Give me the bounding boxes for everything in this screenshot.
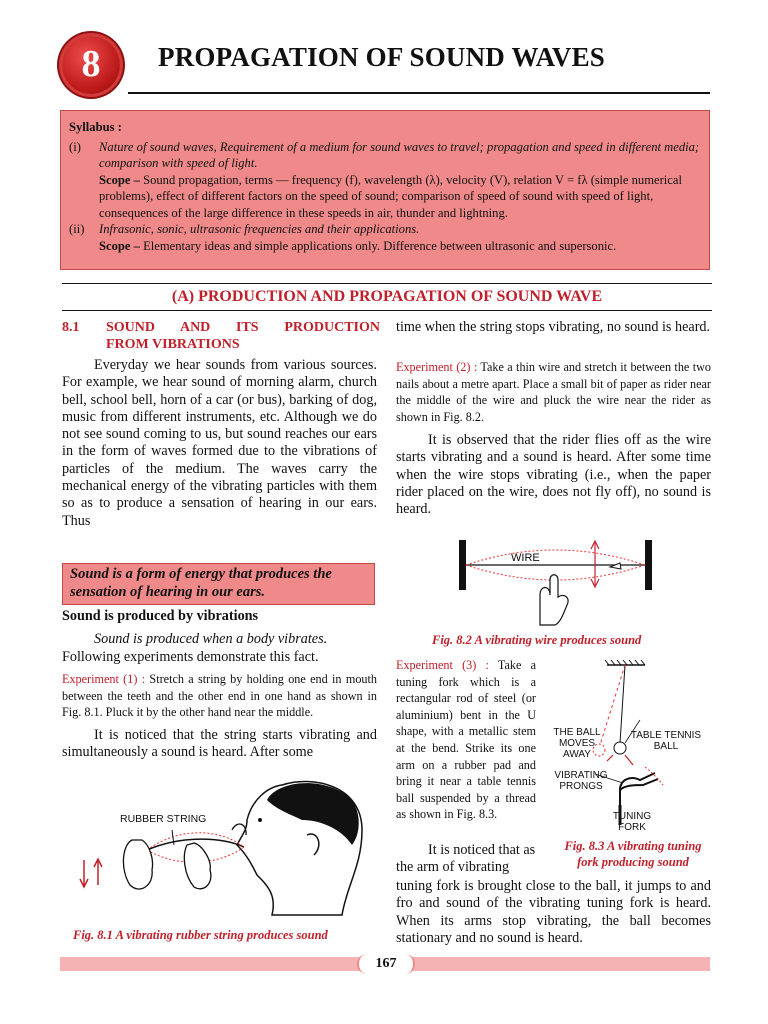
- experiment-2: [396, 359, 711, 425]
- intro-paragraph: Everyday we hear sounds from various sources. For example, we hear sound of morning alarm, church bell, school bell, horn of a car (or bus), barking of dog, music from different instruments, etc. Although we do not see sound coming to us, but sound reaches our ears in the form of waves formed due to the vibrations of particles of the medium. The waves carry the mechanical energy of the vibrating particles with them so as to produce a sensation of hearing in our ears. Thus: [62, 357, 377, 529]
- fig-8-3-caption: Fig. 8.3 A vibrating tuning fork producing sound: [564, 839, 702, 869]
- section-heading: (A) PRODUCTION AND PROPAGATION OF SOUND WAVE: [62, 283, 712, 311]
- fig-8-1-illustration: [62, 775, 372, 925]
- fig-8-1-caption: Fig. 8.1 A vibrating rubber string produces sound: [73, 928, 328, 942]
- scope1-text: Sound propagation, terms — frequency (f), wavelength (λ), velocity (V), relation V = fλ (simple numerical problems), effect of different factors on the speed of sound; comparison of speed of sound with speed of light, consequences of the large difference in these speeds in air, thunder and lightning.: [99, 172, 682, 220]
- paragraph-4-rest: tuning fork is brought close to the ball, it jumps to and fro and sound of the vibrating tuning fork is heard. When its arms stop vibrating, the ball becomes stationary and no sound is heard.: [396, 878, 711, 946]
- paragraph-4-start: It is noticed that as the arm of vibrating: [396, 842, 536, 876]
- section-number: 8.1: [62, 320, 80, 335]
- paragraph-2: It is noticed that the string starts vibrating and simultaneously a sound is heard. After some: [62, 727, 377, 761]
- syllabus-box: [60, 110, 710, 270]
- wire-label: WIRE: [511, 552, 540, 564]
- chapter-title: PROPAGATION OF SOUND WAVES: [158, 42, 606, 72]
- italic-statement: Sound is produced when a body vibrates.: [94, 631, 328, 647]
- scope1-label: Scope –: [99, 172, 140, 187]
- table-tennis-ball-label: TABLE TENNIS BALL: [630, 730, 702, 752]
- experiment-1-label: Experiment (1) :: [62, 672, 146, 686]
- title-rule: [128, 92, 710, 94]
- fig-8-2-caption: Fig. 8.2 A vibrating wire produces sound: [432, 633, 642, 647]
- vibrating-prongs-label: VIBRATING PRONGS: [554, 770, 608, 792]
- experiment-3-text: Take a tuning fork which is a rectangular rod of steel (or aluminium) bent in the U shape, with a metallic stem at the bend. Strike its one arm on a rubber pad and bring it near a table tennis ball suspended by a thread as shown in Fig. 8.3.: [396, 658, 536, 822]
- experiment-2-text: Take a thin wire and stretch it between the two nails about a metre apart. Place a small bit of paper as rider near the middle of the wire and pluck the wire near the rider as shown in Fig. 8.2.: [396, 360, 711, 424]
- section-title-line2: FROM VIBRATIONS: [106, 337, 240, 352]
- scope2-text: Elementary ideas and simple applications only. Difference between ultrasonic and supersonic.: [139, 238, 617, 253]
- tuning-fork-label: TUNING FORK: [612, 811, 652, 833]
- continued-text: time when the string stops vibrating, no sound is heard.: [396, 319, 711, 335]
- syllabus-item2-text: Infrasonic, sonic, ultrasonic frequencies and their applications.: [99, 222, 420, 236]
- paragraph-3: It is observed that the rider flies off as the wire starts vibrating and a sound is heard. After some time when the wire stops vibrating (i.e., when the paper rider placed on the wire, does not fly off), no sound is heard.: [396, 432, 711, 518]
- section-title-line1: SOUND AND ITS PRODUCTION: [106, 320, 380, 335]
- experiments-intro: Following experiments demonstrate this fact.: [62, 649, 319, 665]
- fig-8-2-illustration: [455, 535, 660, 630]
- experiment-2-label: Experiment (2) :: [396, 360, 478, 374]
- chapter-number: 8: [81, 43, 101, 85]
- rubber-string-label: RUBBER STRING: [120, 813, 207, 825]
- definition-callout: Sound is a form of energy that produces the sensation of hearing in our ears.: [62, 563, 375, 605]
- page-number: 167: [357, 954, 415, 974]
- syllabus-item1-num: (i): [69, 139, 81, 154]
- ball-moves-label: THE BALL MOVES AWAY: [553, 727, 601, 760]
- syllabus-item1-text: Nature of sound waves, Requirement of a medium for sound waves to travel; propagation and speed in different media; comparison with speed of light.: [99, 139, 700, 170]
- experiment-3-label: Experiment (3) :: [396, 658, 489, 672]
- subheading-vibrations: Sound is produced by vibrations: [62, 608, 259, 624]
- section-8-1-heading: [62, 319, 380, 353]
- scope2-label: Scope –: [99, 238, 140, 253]
- experiment-1-text: Stretch a string by holding one end in mouth between the teeth and the other end in one hand as shown in Fig. 8.1. Pluck it by the other hand near the middle.: [62, 672, 377, 720]
- experiment-1: [62, 671, 377, 721]
- chapter-badge: [62, 36, 120, 94]
- experiment-3: [396, 657, 536, 823]
- syllabus-item2-num: (ii): [69, 222, 85, 236]
- syllabus-heading: Syllabus :: [69, 120, 122, 134]
